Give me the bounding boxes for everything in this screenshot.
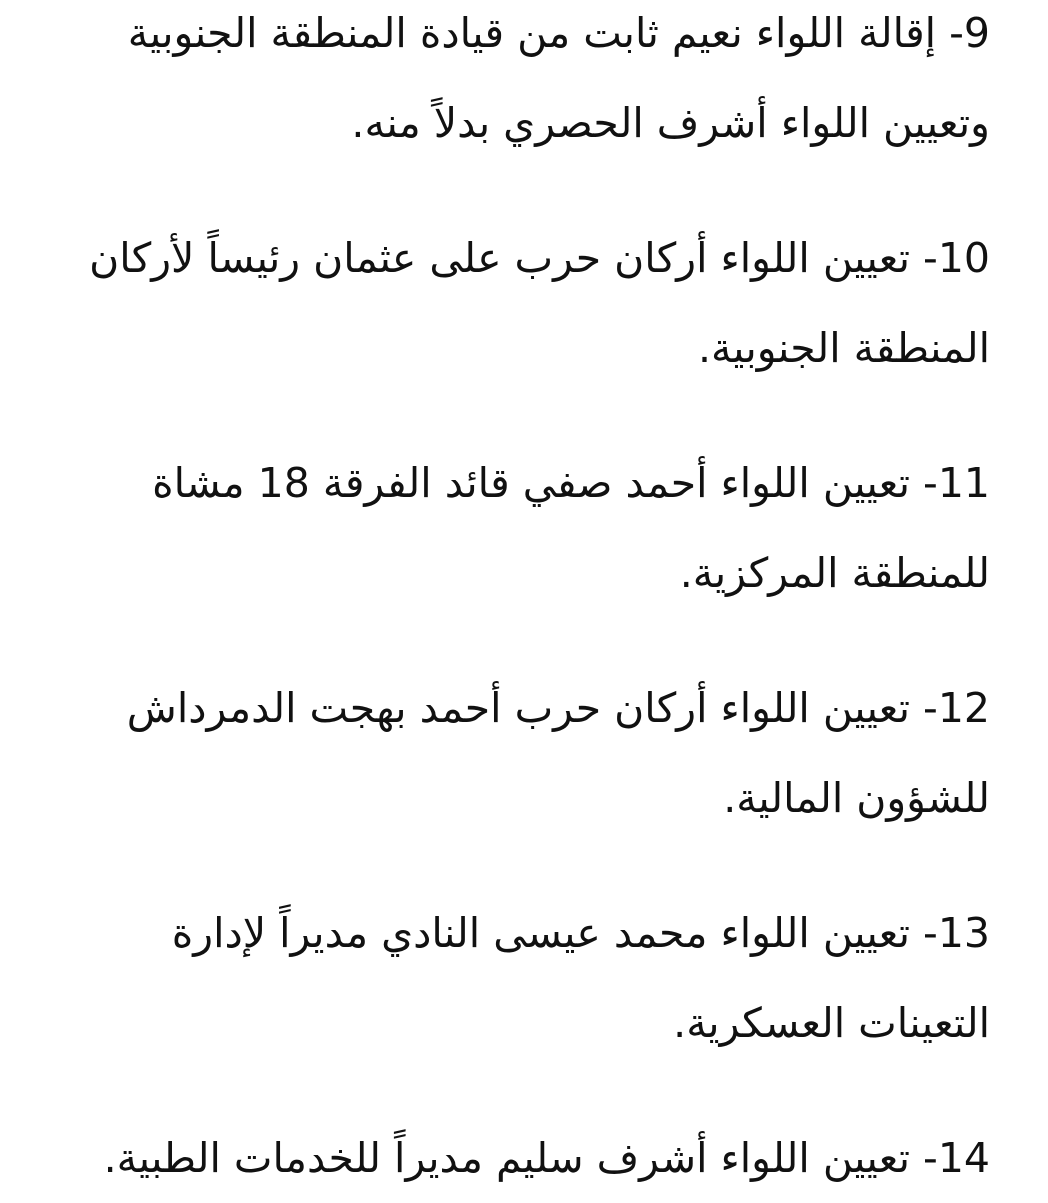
list-item	[50, 663, 990, 843]
list-item-line: 11- تعيين اللواء أحمد صفي قائد الفرقة 18 مشاة	[152, 459, 990, 507]
list-item-line: للشؤون المالية.	[723, 774, 990, 822]
list-item-line: للمنطقة المركزية.	[679, 549, 990, 597]
list-item-line: التعينات العسكرية.	[673, 999, 990, 1047]
decisions-list	[50, 0, 990, 1203]
list-item-line: 14- تعيين اللواء أشرف سليم مديراً للخدمات الطبية.	[103, 1134, 990, 1182]
list-item	[50, 213, 990, 393]
list-item	[50, 438, 990, 618]
list-item	[50, 1113, 990, 1203]
list-item-line: المنطقة الجنوبية.	[697, 324, 990, 372]
list-item-line: 9- إقالة اللواء نعيم ثابت من قيادة المنطقة الجنوبية	[127, 9, 990, 57]
list-item-line: 12- تعيين اللواء أركان حرب أحمد بهجت الدمرداش	[126, 684, 990, 732]
list-item-line: 13- تعيين اللواء محمد عيسى النادي مديراً لإدارة	[171, 909, 990, 957]
list-item	[50, 888, 990, 1068]
list-item	[50, 0, 990, 168]
list-item-line: وتعيين اللواء أشرف الحصري بدلاً منه.	[351, 99, 990, 147]
list-item-line: 10- تعيين اللواء أركان حرب على عثمان رئيساً لأركان	[89, 234, 990, 282]
